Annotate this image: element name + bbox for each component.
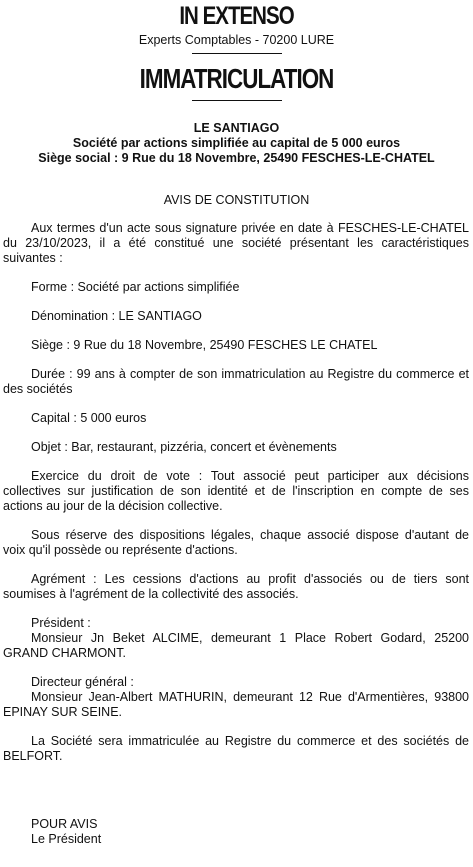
reserve-paragraph: Sous réserve des dispositions légales, chaque associé dispose d'autant de voix qu'il possède ou représente d'actions. [3,528,469,557]
president-paragraph: Monsieur Jn Beket ALCIME, demeurant 1 Place Robert Godard, 25200 GRAND CHARMONT. [3,631,469,660]
brand-name: IN EXTENSO [179,2,294,30]
divider-top [192,53,282,54]
denomination-paragraph: Dénomination : LE SANTIAGO [31,309,202,323]
signature-pour-avis: POUR AVIS [31,817,98,831]
brand-subtitle: Experts Comptables - 70200 LURE [138,33,335,47]
forme-paragraph: Forme : Société par actions simplifiée [31,280,240,294]
intro-paragraph: Aux termes d'un acte sous signature privée en date à FESCHES-LE-CHATEL du 23/10/2023, il a été constitué une société présentant les caractéristiques suivantes : [3,221,469,265]
signature-president: Le Président [31,832,102,846]
company-block [0,121,473,166]
company-name: LE SANTIAGO [193,121,280,135]
notice-body [3,221,469,847]
president-label: Président : [31,616,91,630]
immatriculation-paragraph: La Société sera immatriculée au Registre du commerce et des sociétés de BELFORT. [3,734,469,763]
objet-paragraph: Objet : Bar, restaurant, pizzéria, concert et évènements [31,440,337,454]
vote-paragraph: Exercice du droit de vote : Tout associé peut participer aux décisions collectives sur justification de son identité et de l'inscription en compte de ses actions au jour de la décision collective. [3,469,469,513]
dg-label: Directeur général : [31,675,134,689]
company-capital: Société par actions simplifiée au capital de 5 000 euros [72,136,401,150]
dg-paragraph: Monsieur Jean-Albert MATHURIN, demeurant 12 Rue d'Armentières, 93800 EPINAY SUR SEINE. [3,690,469,719]
notice-title: IMMATRICULATION [139,63,334,94]
agrement-paragraph: Agrément : Les cessions d'actions au profit d'associés ou de tiers sont soumises à l'agrément de la collectivité des associés. [3,572,469,601]
capital-paragraph: Capital : 5 000 euros [31,411,147,425]
siege-paragraph: Siège : 9 Rue du 18 Novembre, 25490 FESCHES LE CHATEL [31,338,378,352]
divider-bottom [192,100,282,101]
duree-paragraph: Durée : 99 ans à compter de son immatriculation au Registre du commerce et des sociétés [3,367,469,396]
company-siege: Siège social : 9 Rue du 18 Novembre, 25490 FESCHES-LE-CHATEL [38,151,435,165]
signature-spacer [3,778,469,817]
notice-heading: AVIS DE CONSTITUTION [163,193,310,207]
